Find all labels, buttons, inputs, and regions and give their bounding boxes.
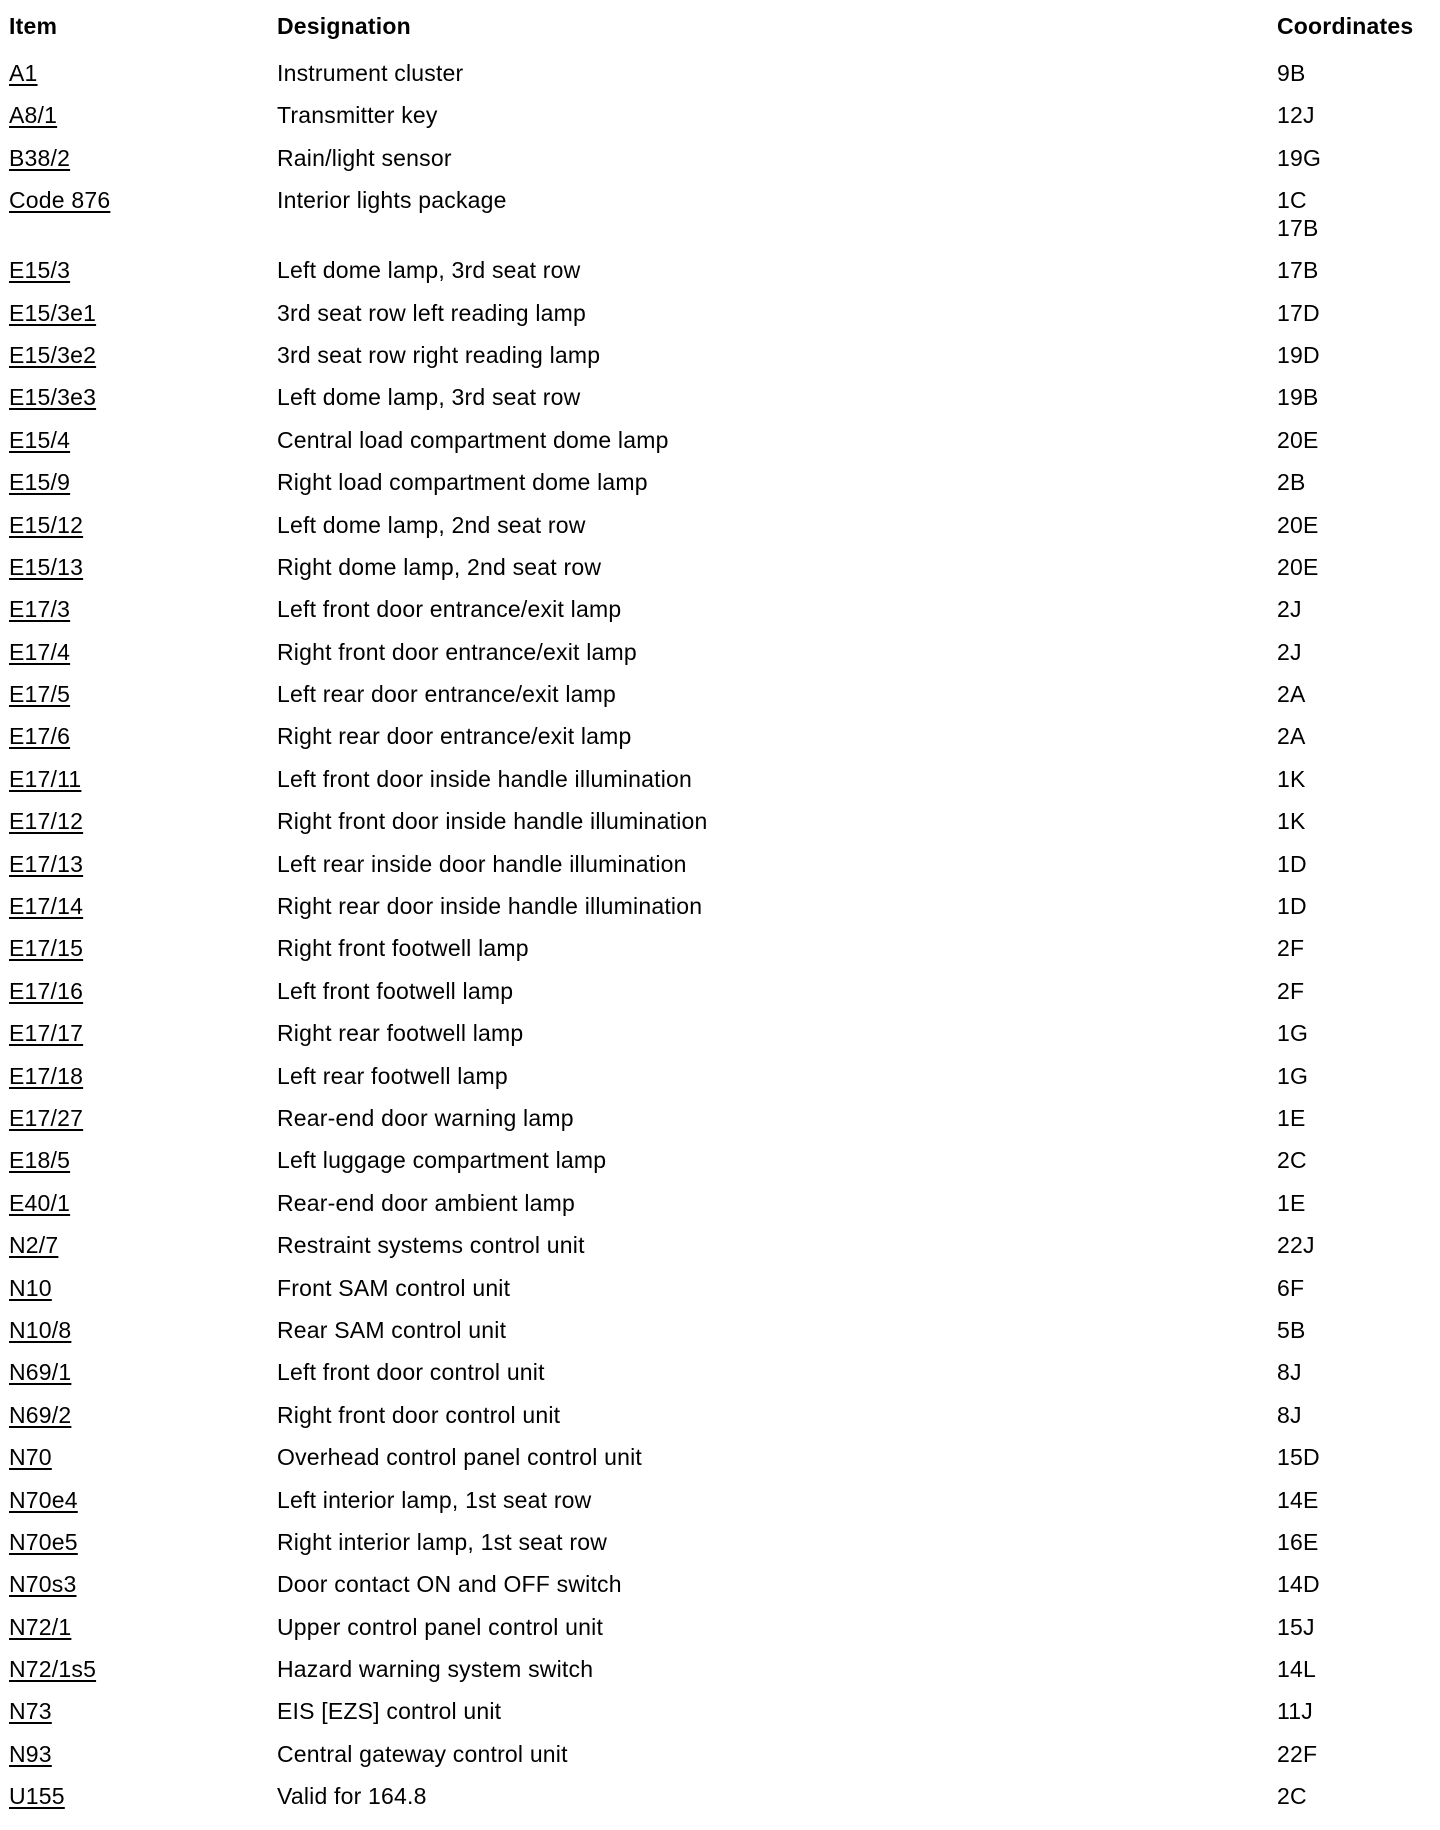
coordinate-value: 14E [1277, 1486, 1319, 1513]
table-row [9, 1740, 1409, 1782]
table-row [9, 638, 1409, 680]
table-row [9, 1697, 1409, 1739]
coordinates-cell [1277, 1570, 1409, 1598]
item-cell [9, 1401, 277, 1429]
item-link[interactable]: A1 [9, 60, 38, 86]
item-link[interactable]: N69/1 [9, 1359, 72, 1386]
item-link[interactable]: E17/17 [9, 1020, 84, 1047]
table-row [9, 468, 1409, 510]
table-header-row [9, 12, 1414, 59]
table-row [9, 680, 1409, 722]
table-row [9, 101, 1409, 143]
item-cell [9, 1740, 277, 1768]
item-cell [9, 1782, 277, 1810]
item-link[interactable]: B38/2 [9, 144, 71, 171]
coordinate-value: 15D [1277, 1444, 1320, 1471]
table-row [9, 1570, 1409, 1612]
item-link[interactable]: E17/16 [9, 977, 84, 1004]
table-row [9, 1782, 1409, 1824]
designation-cell: Left dome lamp, 3rd seat row [277, 384, 581, 411]
table-row [9, 511, 1409, 553]
coordinate-value: 20E [1277, 426, 1319, 453]
coordinates-cell [1277, 1146, 1409, 1174]
designation-cell: Front SAM control unit [277, 1274, 511, 1301]
item-link[interactable]: E15/9 [9, 469, 71, 496]
item-cell [9, 383, 277, 411]
designation-cell: Central load compartment dome lamp [277, 426, 669, 453]
coordinates-cell [1277, 101, 1409, 129]
item-link[interactable]: E17/15 [9, 935, 84, 962]
item-link[interactable]: E40/1 [9, 1189, 71, 1216]
coordinate-value: 1D [1277, 850, 1307, 877]
item-link[interactable]: E17/27 [9, 1104, 84, 1131]
coordinates-cell [1277, 553, 1409, 581]
item-link[interactable]: N2/7 [9, 1232, 59, 1259]
item-cell [9, 1486, 277, 1514]
item-cell [9, 595, 277, 623]
coordinate-value: 17B [1277, 215, 1319, 242]
table-row [9, 1655, 1409, 1697]
component-legend-table [9, 12, 1414, 1825]
item-cell [9, 426, 277, 454]
coordinate-value: 1K [1277, 808, 1306, 835]
item-link[interactable]: N72/1s5 [9, 1656, 97, 1683]
table-row [9, 765, 1409, 807]
coordinate-value: 1G [1277, 1062, 1309, 1089]
item-cell [9, 1274, 277, 1302]
table-row [9, 892, 1409, 934]
coordinates-cell [1277, 807, 1409, 835]
designation-cell: Right front door inside handle illumination [277, 808, 708, 835]
coordinates-cell [1277, 1486, 1409, 1514]
coordinates-cell [1277, 511, 1409, 539]
table-row [9, 383, 1409, 425]
coordinates-cell [1277, 144, 1409, 172]
designation-cell: Right rear footwell lamp [277, 1020, 524, 1047]
table-row [9, 1104, 1409, 1146]
designation-cell: Left front footwell lamp [277, 977, 514, 1004]
item-cell [9, 1104, 277, 1132]
designation-cell: Central gateway control unit [277, 1740, 568, 1767]
coordinate-value: 19B [1277, 384, 1319, 411]
coordinates-cell [1277, 722, 1409, 750]
item-cell [9, 553, 277, 581]
item-link[interactable]: E15/12 [9, 511, 84, 538]
designation-cell: Rain/light sensor [277, 144, 452, 171]
item-cell [9, 1189, 277, 1217]
item-link[interactable]: N70e5 [9, 1528, 78, 1555]
item-cell [9, 807, 277, 835]
header-coordinates: Coordinates [1277, 13, 1414, 39]
designation-cell: 3rd seat row right reading lamp [277, 341, 601, 368]
item-cell [9, 680, 277, 708]
coordinate-value: 2A [1277, 723, 1306, 750]
designation-cell: Upper control panel control unit [277, 1613, 604, 1640]
table-row [9, 256, 1409, 298]
coordinate-value: 2J [1277, 596, 1302, 623]
item-link[interactable]: N70s3 [9, 1571, 77, 1598]
table-row [9, 977, 1409, 1019]
item-link[interactable]: N70 [9, 1444, 52, 1471]
item-cell [9, 1528, 277, 1556]
item-link[interactable]: N73 [9, 1698, 52, 1725]
designation-cell: Left rear footwell lamp [277, 1062, 508, 1089]
coordinate-value: 9B [1277, 60, 1306, 86]
item-cell [9, 850, 277, 878]
coordinates-cell [1277, 1401, 1409, 1429]
coordinate-value: 14L [1277, 1656, 1316, 1683]
coordinates-cell [1277, 1274, 1409, 1302]
table-row [9, 1062, 1409, 1104]
table-row [9, 299, 1409, 341]
item-cell [9, 1231, 277, 1259]
designation-cell: Transmitter key [277, 102, 438, 129]
designation-cell: Right load compartment dome lamp [277, 469, 648, 496]
coordinate-value: 8J [1277, 1401, 1302, 1428]
coordinates-cell [1277, 341, 1409, 369]
table-row [9, 1358, 1409, 1400]
coordinates-cell [1277, 1316, 1409, 1344]
coordinates-cell [1277, 638, 1409, 666]
table-row [9, 1613, 1409, 1655]
coordinate-value: 20E [1277, 511, 1319, 538]
item-link[interactable]: N10/8 [9, 1316, 72, 1343]
designation-cell: Right rear door entrance/exit lamp [277, 723, 632, 750]
item-link[interactable]: E17/18 [9, 1062, 84, 1089]
table-row [9, 426, 1409, 468]
coordinate-value: 11J [1277, 1698, 1313, 1725]
item-link[interactable]: E17/4 [9, 638, 71, 665]
coordinates-cell [1277, 1613, 1409, 1641]
coordinates-cell [1277, 1740, 1409, 1768]
coordinate-value: 2F [1277, 977, 1305, 1004]
table-row [9, 1486, 1409, 1528]
coordinates-cell [1277, 1697, 1409, 1725]
coordinates-cell [1277, 1782, 1409, 1810]
item-cell [9, 468, 277, 496]
item-link[interactable]: E17/11 [9, 765, 82, 792]
coordinates-cell [1277, 186, 1409, 242]
item-cell [9, 341, 277, 369]
item-cell [9, 1146, 277, 1174]
coordinate-value: 15J [1277, 1613, 1315, 1640]
coordinates-cell [1277, 680, 1409, 708]
item-link[interactable]: E15/3 [9, 257, 71, 284]
item-link[interactable]: E15/3e2 [9, 341, 97, 368]
header-item: Item [9, 13, 58, 39]
item-cell [9, 1655, 277, 1683]
table-row [9, 341, 1409, 383]
coordinates-cell [1277, 1358, 1409, 1386]
designation-cell: Left front door control unit [277, 1359, 545, 1386]
coordinate-value: 19D [1277, 341, 1320, 368]
designation-cell: Left dome lamp, 3rd seat row [277, 257, 581, 284]
coordinates-cell [1277, 426, 1409, 454]
table-row [9, 186, 1409, 256]
table-row [9, 722, 1409, 764]
item-cell [9, 934, 277, 962]
table-row [9, 595, 1409, 637]
table-row [9, 850, 1409, 892]
designation-cell: Right front door control unit [277, 1401, 561, 1428]
coordinate-value: 1K [1277, 765, 1306, 792]
table-row [9, 1401, 1409, 1443]
table-row [9, 807, 1409, 849]
designation-cell: Left front door entrance/exit lamp [277, 596, 622, 623]
item-link[interactable]: E18/5 [9, 1147, 71, 1174]
designation-cell: EIS [EZS] control unit [277, 1698, 502, 1725]
designation-cell: Right front door entrance/exit lamp [277, 638, 637, 665]
coordinate-value: 2F [1277, 935, 1305, 962]
coordinate-value: 17B [1277, 257, 1319, 284]
coordinates-cell [1277, 1443, 1409, 1471]
designation-cell: Right front footwell lamp [277, 935, 529, 962]
designation-cell: Right dome lamp, 2nd seat row [277, 553, 602, 580]
item-cell [9, 765, 277, 793]
coordinate-value: 19G [1277, 144, 1322, 171]
coordinate-value: 2C [1277, 1147, 1307, 1174]
designation-cell: Door contact ON and OFF switch [277, 1571, 622, 1598]
item-cell [9, 1697, 277, 1725]
item-link[interactable]: U155 [9, 1783, 65, 1810]
designation-cell: Interior lights package [277, 187, 507, 214]
item-cell [9, 1316, 277, 1344]
coordinates-cell [1277, 383, 1409, 411]
item-cell [9, 299, 277, 327]
coordinate-value: 8J [1277, 1359, 1302, 1386]
coordinate-value: 14D [1277, 1571, 1320, 1598]
item-cell [9, 1062, 277, 1090]
header-designation: Designation [277, 13, 411, 39]
designation-cell: Left rear door entrance/exit lamp [277, 681, 616, 708]
designation-cell: Instrument cluster [277, 60, 464, 86]
coordinate-value: 2J [1277, 638, 1302, 665]
coordinate-value: 1E [1277, 1104, 1306, 1131]
coordinate-value: 12J [1277, 102, 1315, 129]
table-row [9, 934, 1409, 976]
coordinate-value: 1G [1277, 1020, 1309, 1047]
item-cell [9, 186, 277, 214]
item-cell [9, 59, 277, 87]
designation-cell: Overhead control panel control unit [277, 1444, 642, 1471]
item-cell [9, 1358, 277, 1386]
designation-cell: Restraint systems control unit [277, 1232, 585, 1259]
coordinate-value: 16E [1277, 1528, 1319, 1555]
designation-cell: Rear-end door warning lamp [277, 1104, 574, 1131]
item-cell [9, 638, 277, 666]
coordinate-value: 5B [1277, 1316, 1306, 1343]
item-link[interactable]: E17/12 [9, 808, 84, 835]
coordinates-cell [1277, 977, 1409, 1005]
item-link[interactable]: E15/3e3 [9, 384, 97, 411]
item-link[interactable]: E17/13 [9, 850, 84, 877]
item-cell [9, 1019, 277, 1047]
item-link[interactable]: E15/3e1 [9, 299, 97, 326]
item-link[interactable]: N93 [9, 1740, 52, 1767]
coordinate-value: 22J [1277, 1232, 1315, 1259]
table-row [9, 1231, 1409, 1273]
coordinates-cell [1277, 1062, 1409, 1090]
coordinates-cell [1277, 892, 1409, 920]
coordinate-value: 2B [1277, 469, 1306, 496]
designation-cell: Left rear inside door handle illumination [277, 850, 687, 877]
coordinate-value: 1E [1277, 1189, 1306, 1216]
designation-cell: Left front door inside handle illumination [277, 765, 692, 792]
item-cell [9, 977, 277, 1005]
table-body [9, 59, 1409, 1825]
designation-cell: Valid for 164.8 [277, 1783, 427, 1810]
coordinate-value: 6F [1277, 1274, 1305, 1301]
table-row [9, 1316, 1409, 1358]
coordinates-cell [1277, 1019, 1409, 1047]
coordinates-cell [1277, 1189, 1409, 1217]
item-link[interactable]: E15/4 [9, 426, 71, 453]
table-row [9, 1146, 1409, 1188]
item-cell [9, 722, 277, 750]
coordinates-cell [1277, 850, 1409, 878]
item-link[interactable]: E17/6 [9, 723, 71, 750]
coordinate-value: 2A [1277, 681, 1306, 708]
designation-cell: Rear-end door ambient lamp [277, 1189, 575, 1216]
coordinate-value: 2C [1277, 1783, 1307, 1810]
item-link[interactable]: N70e4 [9, 1486, 78, 1513]
item-link[interactable]: Code 876 [9, 187, 111, 214]
item-link[interactable]: E17/5 [9, 681, 71, 708]
designation-cell: Left luggage compartment lamp [277, 1147, 607, 1174]
table-row [9, 144, 1409, 186]
designation-cell: Rear SAM control unit [277, 1316, 507, 1343]
item-link[interactable]: N10 [9, 1274, 52, 1301]
coordinates-cell [1277, 934, 1409, 962]
coordinates-cell [1277, 1104, 1409, 1132]
designation-cell: Left interior lamp, 1st seat row [277, 1486, 592, 1513]
table-row [9, 1443, 1409, 1485]
item-cell [9, 1570, 277, 1598]
item-link[interactable]: E17/14 [9, 893, 84, 920]
coordinates-cell [1277, 1231, 1409, 1259]
coordinate-value: 1D [1277, 893, 1307, 920]
designation-cell: Left dome lamp, 2nd seat row [277, 511, 586, 538]
item-cell [9, 892, 277, 920]
item-link[interactable]: N72/1 [9, 1613, 72, 1640]
coordinates-cell [1277, 765, 1409, 793]
item-cell [9, 1613, 277, 1641]
designation-cell: Hazard warning system switch [277, 1656, 594, 1683]
coordinates-cell [1277, 1528, 1409, 1556]
item-link[interactable]: N69/2 [9, 1401, 72, 1428]
table-row [9, 1528, 1409, 1570]
item-cell [9, 256, 277, 284]
item-link[interactable]: E17/3 [9, 596, 71, 623]
table-row [9, 1019, 1409, 1061]
designation-cell: Right interior lamp, 1st seat row [277, 1528, 608, 1555]
coordinate-value: 20E [1277, 553, 1319, 580]
table-row [9, 553, 1409, 595]
coordinate-value: 22F [1277, 1740, 1318, 1767]
table-row [9, 59, 1409, 101]
coordinates-cell [1277, 256, 1409, 284]
coordinate-value: 1C [1277, 187, 1307, 214]
coordinates-cell [1277, 468, 1409, 496]
item-link[interactable]: E15/13 [9, 553, 84, 580]
item-cell [9, 144, 277, 172]
item-link[interactable]: A8/1 [9, 102, 58, 129]
coordinates-cell [1277, 299, 1409, 327]
coordinates-cell [1277, 1655, 1409, 1683]
coordinates-cell [1277, 59, 1409, 87]
item-cell [9, 101, 277, 129]
table-row [9, 1189, 1409, 1231]
coordinate-value: 17D [1277, 299, 1320, 326]
table-row [9, 1274, 1409, 1316]
designation-cell: 3rd seat row left reading lamp [277, 299, 586, 326]
designation-cell: Right rear door inside handle illumination [277, 893, 703, 920]
item-cell [9, 511, 277, 539]
coordinates-cell [1277, 595, 1409, 623]
item-cell [9, 1443, 277, 1471]
